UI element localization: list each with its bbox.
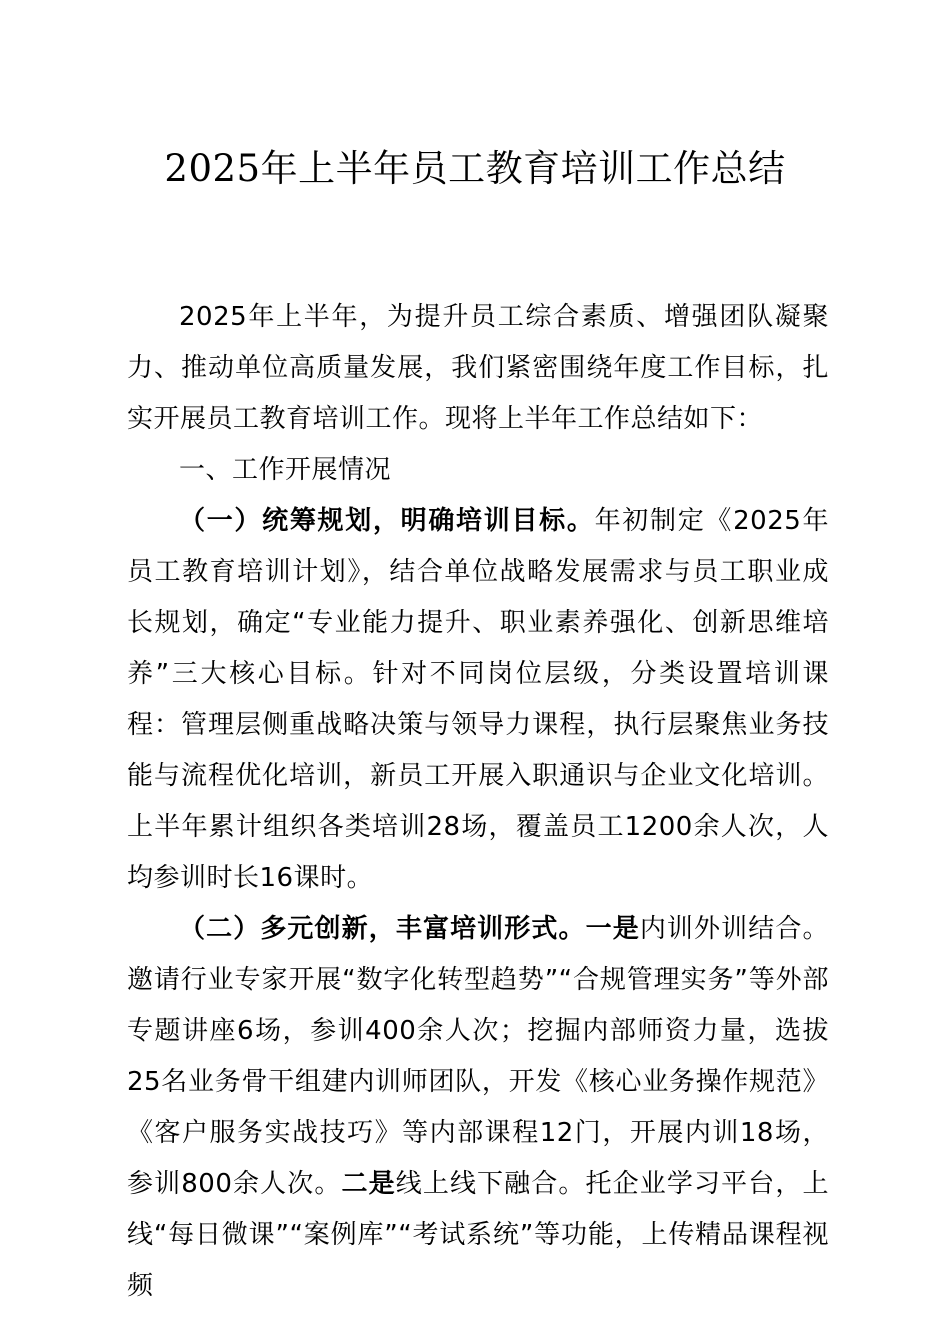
intro-text: 2025年上半年，为提升员工综合素质、增强团队凝聚力、推动单位高质量发展，我们紧密围绕年度工作目标，扎实开展员工教育培训工作。现将上半年工作总结如下： xyxy=(127,302,829,434)
document-body xyxy=(127,292,829,1312)
paragraph-text: 内训外训结合。邀请行业专家开展“数字化转型趋势”“合规管理实务”等外部专题讲座6场，参训400余人次；挖掘内部师资力量，选拔25名业务骨干组建内训师团队，开发《核心业务操作规范》《客户服务实战技巧》等内部课程12门，开展内训18场，参训800余人次。 xyxy=(127,914,829,1199)
paragraph-text: 年初制定《2025年员工教育培训计划》，结合单位战略发展需求与员工职业成长规划，确定“专业能力提升、职业素养强化、创新思维培养”三大核心目标。针对不同岗位层级，分类设置培训课程：管理层侧重战略决策与领导力课程，执行层聚焦业务技能与流程优化培训，新员工开展入职通识与企业文化培训。上半年累计组织各类培训28场，覆盖员工1200余人次，人均参训时长16课时。 xyxy=(127,506,829,893)
paragraph-lead: （一）统筹规划，明确培训目标。 xyxy=(179,506,595,536)
point-label: 一是 xyxy=(585,914,640,944)
paragraph-text: 线上线下融合。托企业学习平台，上线“每日微课”“案例库”“考试系统”等功能，上传精品课程视频 xyxy=(127,1169,829,1301)
section-heading: 一、工作开展情况 xyxy=(179,455,392,485)
paragraph-innovation xyxy=(127,904,829,1312)
point-label: 二是 xyxy=(341,1169,396,1199)
paragraph-lead: （二）多元创新，丰富培训形式。 xyxy=(179,914,586,944)
intro-paragraph xyxy=(127,292,829,445)
paragraph-planning xyxy=(127,496,829,904)
document-title: 2025年上半年员工教育培训工作总结 xyxy=(164,147,786,190)
